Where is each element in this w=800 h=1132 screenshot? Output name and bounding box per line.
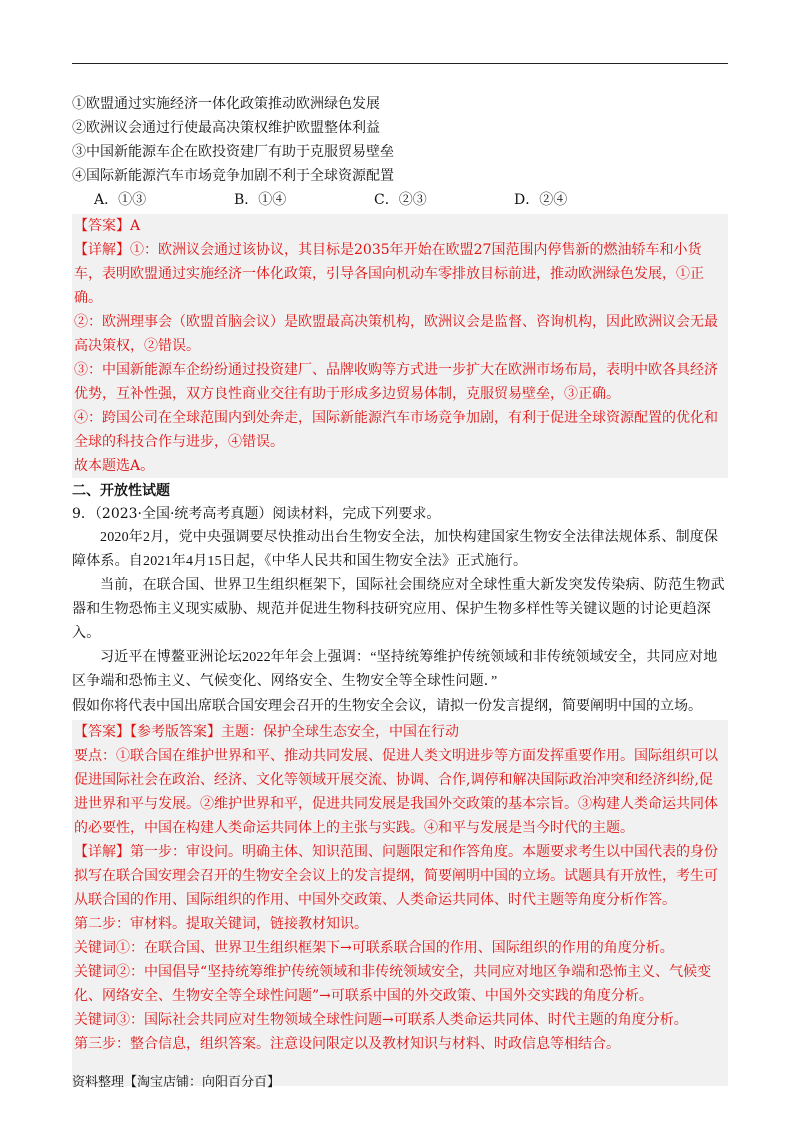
q9-header: 9．（2023·全国·统考高考真题）阅读材料，完成下列要求。	[72, 506, 441, 522]
q9-answer-title: 主题：保护全球生态安全，中国在行动	[221, 724, 459, 740]
q9-material-1: 2020年2月，党中央强调要尽快推动出台生物安全法，加快构建国家生物安全法律法规体系、制度保障体系。自2021年4月15日起，《中华人民共和国生物安全法》正式施行。	[72, 530, 719, 569]
q9-answer-box	[72, 720, 728, 1086]
option-c: C．②③	[374, 192, 427, 208]
q9-detail-step2: 第二步：审材料。提取关键词，链接教材知识。	[74, 916, 368, 932]
q9-detail-step1	[74, 840, 726, 912]
q8-answer-value: A	[130, 218, 141, 234]
q8-detail-tag: 【详解】	[74, 242, 130, 258]
q8-answer-box	[72, 214, 728, 478]
statement-4: ④国际新能源汽车市场竞争加剧不利于全球资源配置	[72, 168, 394, 184]
q9-answer-heading	[74, 720, 726, 744]
statement-2: ②欧洲议会通过行使最高决策权维护欧盟整体利益	[72, 120, 380, 136]
page-content	[72, 92, 728, 1086]
q8-detail-text-1: ①：欧洲议会通过该协议，其目标是2035年开始在欧盟27国范围内停售新的燃油轿车和小货车，表明欧盟通过实施经济一体化政策，引导各国向机动车零排放目标前进，推动欧洲绿色发展，①正确。	[74, 242, 704, 306]
q8-detail-4: ④：跨国公司在全球范围内到处奔走，国际新能源汽车市场竞争加剧，有利于促进全球资源配置的优化和全球的科技合作与进步，④错误。	[74, 410, 718, 450]
q9-detail-step1-text: 第一步：审设问。明确主体、知识范围、问题限定和作答角度。本题要求考生以中国代表的身份拟写在联合国安理会召开的生物安全会议上的发言提纲，简要阐明中国的立场。试题具有开放性，考生可从联合国的作用、国际组织的作用、中国外交政策、人类命运共同体、时代主题等角度分析作答。	[74, 844, 718, 908]
q9-answer-tag: 【答案】【参考版答案】	[74, 724, 221, 740]
q8-conclusion: 故本题选A。	[74, 458, 155, 474]
q9-answer-points: 要点：①联合国在维护世界和平、推动共同发展、促进人类文明进步等方面发挥重要作用。国际组织可以促进国际社会在政治、经济、文化等领域开展交流、协调、合作,调停和解决国际政治冲突和经济纠纷,促进世界和平与发展。②维护世界和平，促进共同发展是我国外交政策的基本宗旨。③构建人类命运共同体的必要性，中国在构建人类命运共同体上的主张与实践。④和平与发展是当今时代的主题。	[74, 748, 718, 836]
q9-keyword-3: 关键词③：国际社会共同应对生物领域全球性问题→可联系人类命运共同体、时代主题的角度分析。	[74, 1012, 688, 1028]
option-a: A．①③	[94, 192, 147, 208]
statement-3: ③中国新能源车企在欧投资建厂有助于克服贸易壁垒	[72, 144, 394, 160]
q9-detail-step3: 第三步：整合信息，组织答案。注意设问限定以及教材知识与材料、时政信息等相结合。	[74, 1036, 620, 1052]
option-b: B．①④	[234, 192, 287, 208]
q9-keyword-2: 关键词②：中国倡导“坚持统筹维护传统领域和非传统领域安全，共同应对地区争端和恐怖主义、气候变化、网络安全、生物安全等全球性问题”→可联系中国的外交政策、中国外交实践的角度分析。	[74, 964, 712, 1004]
option-d: D．②④	[514, 192, 568, 208]
q8-answer-tag: 【答案】	[74, 218, 130, 234]
statement-1: ①欧盟通过实施经济一体化政策推动欧洲绿色发展	[72, 96, 380, 112]
q9-keyword-1: 关键词①：在联合国、世界卫生组织框架下→可联系联合国的作用、国际组织的作用的角度分析。	[74, 940, 674, 956]
q9-material-2: 当前，在联合国、世界卫生组织框架下，国际社会围绕应对全球性重大新发突发传染病、防范生物武器和生物恐怖主义现实威胁、规范并促进生物科技研究应用、保护生物多样性等关键议题的讨论更趋深入。	[72, 578, 725, 641]
answer-options	[72, 188, 728, 212]
q8-answer	[74, 214, 726, 238]
q8-detail-3: ③：中国新能源车企纷纷通过投资建厂、品牌收购等方式进一步扩大在欧洲市场布局，表明中欧各具经济优势，互补性强，双方良性商业交往有助于形成多边贸易体制，克服贸易壁垒，③正确。	[74, 362, 718, 402]
q9-detail-tag: 【详解】	[74, 844, 130, 860]
header-rule	[72, 63, 728, 64]
q8-detail-1	[74, 238, 726, 310]
q9-material-3: 习近平在博鳌亚洲论坛2022年年会上强调：“坚持统筹维护传统领域和非传统领域安全，共同应对地区争端和恐怖主义、气候变化、网络安全、生物安全等全球性问题．”	[72, 650, 718, 689]
q8-detail-2: ②：欧洲理事会（欧盟首脑会议）是欧盟最高决策机构，欧洲议会是监督、咨询机构，因此欧洲议会无最高决策权，②错误。	[74, 314, 718, 354]
q9-task: 假如你将代表中国出席联合国安理会召开的生物安全会议，请拟一份发言提纲，简要阐明中国的立场。	[72, 698, 702, 714]
footer-text: 资料整理【淘宝店铺：向阳百分百】	[72, 1075, 281, 1090]
section-title: 二、开放性试题	[72, 483, 170, 499]
